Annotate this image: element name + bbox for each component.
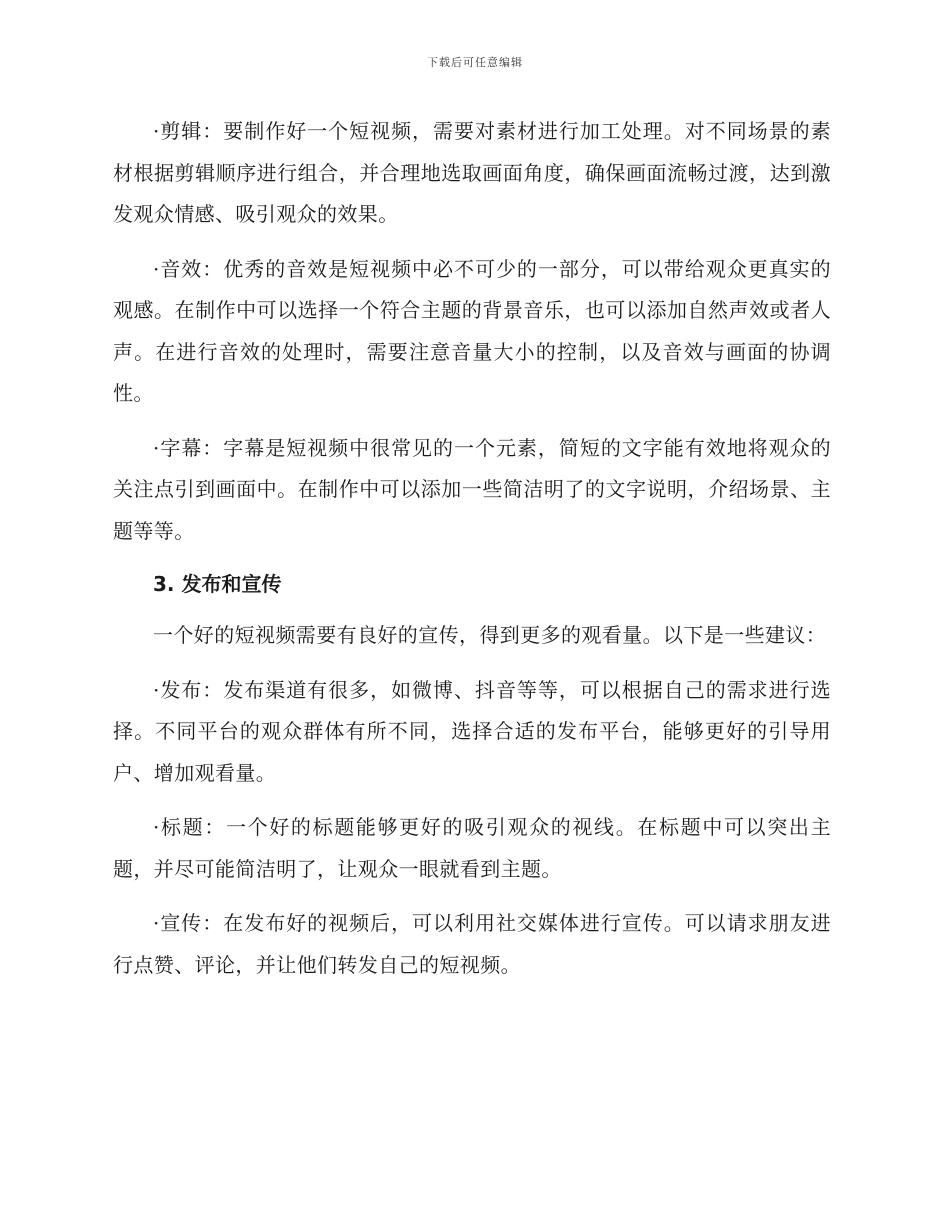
paragraph-editing: ·剪辑：要制作好一个短视频，需要对素材进行加工处理。对不同场景的素材根据剪辑顺序进行组合，并合理地选取画面角度，确保画面流畅过渡，达到激发观众情感、吸引观众的效果。 [113,119,831,226]
paragraph-sound-effects: ·音效：优秀的音效是短视频中必不可少的一部分，可以带给观众更真实的观感。在制作中可以选择一个符合主题的背景音乐，也可以添加自然声效或者人声。在进行音效的处理时，需要注意音量大小的控制，以及音效与画面的协调性。 [113,256,831,405]
section-heading-publish: 3. 发布和宣传 [153,572,282,596]
paragraph-publish-intro: 一个好的短视频需要有良好的宣传，得到更多的观看量。以下是一些建议： [153,623,827,647]
paragraph-title: ·标题：一个好的标题能够更好的吸引观众的视线。在标题中可以突出主题，并尽可能简洁明了，让观众一眼就看到主题。 [113,815,831,881]
paragraph-subtitles: ·字幕：字幕是短视频中很常见的一个元素，简短的文字能有效地将观众的关注点引到画面中。在制作中可以添加一些简洁明了的文字说明，介绍场景、主题等等。 [113,435,831,543]
document-body [113,111,831,999]
paragraph-publish: ·发布：发布渠道有很多，如微博、抖音等等，可以根据自己的需求进行选择。不同平台的观众群体有所不同，选择合适的发布平台，能够更好的引导用户、增加观看量。 [113,677,831,785]
header-note: 下载后可任意编辑 [427,56,523,69]
paragraph-promotion: ·宣传：在发布好的视频后，可以利用社交媒体进行宣传。可以请求朋友进行点赞、评论，并让他们转发自己的短视频。 [113,911,831,977]
